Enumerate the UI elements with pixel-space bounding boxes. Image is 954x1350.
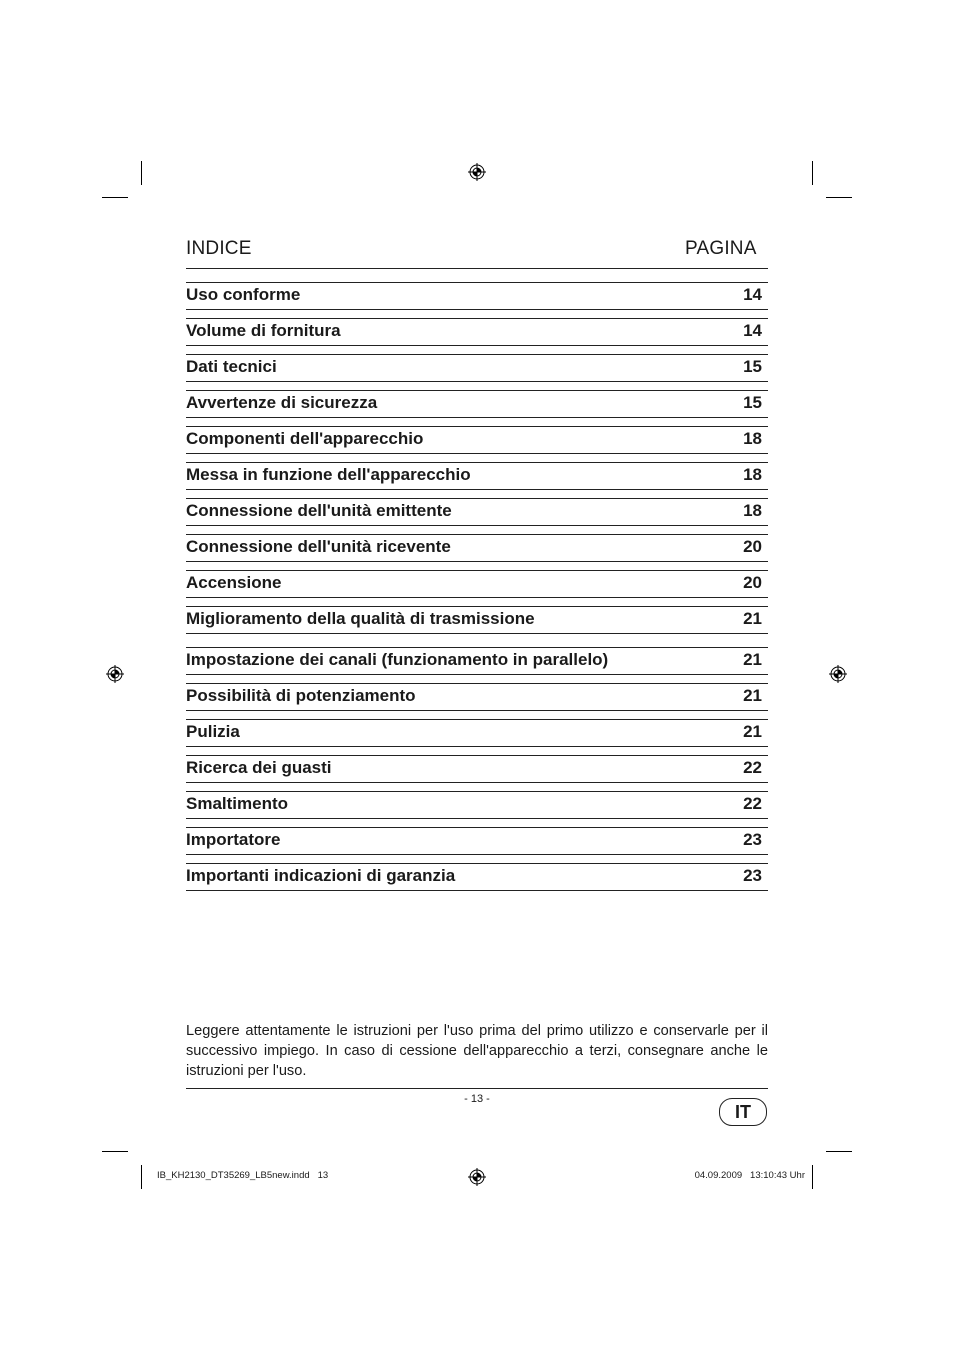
toc-entry-page: 22 bbox=[743, 758, 762, 777]
toc-entry-title: Importatore bbox=[186, 830, 281, 849]
toc-entry-title: Uso conforme bbox=[186, 285, 301, 304]
toc-entry-page: 14 bbox=[743, 321, 762, 340]
toc-entry-page: 21 bbox=[743, 686, 762, 705]
toc-entry-title: Volume di fornitura bbox=[186, 321, 341, 340]
toc-entry-title: Connessione dell'unità emittente bbox=[186, 501, 452, 520]
toc-entry[interactable] bbox=[186, 426, 768, 454]
toc-entry-title: Messa in funzione dell'apparecchio bbox=[186, 465, 471, 484]
toc-heading: INDICE bbox=[186, 238, 252, 259]
toc-entry[interactable] bbox=[186, 354, 768, 382]
toc-entry-page: 21 bbox=[743, 609, 762, 628]
toc-entry-title: Pulizia bbox=[186, 722, 240, 741]
toc-entry-title: Possibilità di potenziamento bbox=[186, 686, 416, 705]
toc-entry-page: 18 bbox=[743, 465, 762, 484]
toc-entry-title: Accensione bbox=[186, 573, 282, 592]
crop-mark bbox=[141, 161, 142, 185]
crop-mark bbox=[812, 1165, 813, 1189]
crop-mark bbox=[102, 1151, 128, 1152]
slug-timestamp: 04.09.2009 13:10:43 Uhr bbox=[694, 1170, 805, 1181]
registration-mark-icon bbox=[468, 1168, 486, 1186]
instructions-note: Leggere attentamente le istruzioni per l'uso prima del primo utilizzo e conservarle per il successivo impiego. In caso di cessione dell'apparecchio a terzi, consegnare anche le istruzioni per l'uso. bbox=[186, 1023, 768, 1079]
toc-entry-page: 15 bbox=[743, 393, 762, 412]
toc-entry[interactable] bbox=[186, 863, 768, 891]
registration-mark-icon bbox=[829, 665, 847, 683]
toc-entry-page: 20 bbox=[743, 573, 762, 592]
toc-entry-title: Ricerca dei guasti bbox=[186, 758, 332, 777]
page-number: - 13 - bbox=[464, 1093, 490, 1105]
toc-entry-page: 15 bbox=[743, 357, 762, 376]
crop-mark bbox=[812, 161, 813, 185]
crop-mark bbox=[826, 1151, 852, 1152]
registration-mark-icon bbox=[106, 665, 124, 683]
toc-entry[interactable] bbox=[186, 282, 768, 310]
toc-entry-page: 22 bbox=[743, 794, 762, 813]
toc-entry-title: Avvertenze di sicurezza bbox=[186, 393, 378, 412]
toc-entry[interactable] bbox=[186, 390, 768, 418]
toc-entry-page: 21 bbox=[743, 722, 762, 741]
toc-entry-title: Componenti dell'apparecchio bbox=[186, 429, 424, 448]
toc-entry-page: 18 bbox=[743, 501, 762, 520]
toc-entry-title: Dati tecnici bbox=[186, 357, 277, 376]
toc-entry[interactable] bbox=[186, 827, 768, 855]
crop-mark bbox=[102, 197, 128, 198]
toc-entry-title: Impostazione dei canali (funzionamento in parallelo) bbox=[186, 650, 609, 669]
toc-entry-title: Smaltimento bbox=[186, 794, 289, 813]
toc-entry[interactable] bbox=[186, 719, 768, 747]
toc-entry[interactable] bbox=[186, 462, 768, 490]
toc-entry-page: 18 bbox=[743, 429, 762, 448]
toc-entry[interactable] bbox=[186, 606, 768, 634]
header-rule bbox=[186, 268, 768, 269]
toc-entry[interactable] bbox=[186, 498, 768, 526]
crop-mark bbox=[141, 1165, 142, 1189]
toc-entry-page: 14 bbox=[743, 285, 762, 304]
crop-mark bbox=[826, 197, 852, 198]
toc-entry[interactable] bbox=[186, 570, 768, 598]
toc-entry[interactable] bbox=[186, 318, 768, 346]
page-column-heading: PAGINA bbox=[685, 238, 757, 259]
registration-mark-icon bbox=[468, 163, 486, 181]
toc-entry-title: Importanti indicazioni di garanzia bbox=[186, 866, 456, 885]
toc-entry[interactable] bbox=[186, 647, 768, 675]
toc-entry[interactable] bbox=[186, 755, 768, 783]
toc-entry-page: 20 bbox=[743, 537, 762, 556]
toc-entry-page: 21 bbox=[743, 650, 762, 669]
toc-entry[interactable] bbox=[186, 683, 768, 711]
toc-entry-title: Connessione dell'unità ricevente bbox=[186, 537, 451, 556]
toc-entry[interactable] bbox=[186, 534, 768, 562]
footer-rule bbox=[186, 1088, 768, 1089]
toc-entry-page: 23 bbox=[743, 830, 762, 849]
language-badge: IT bbox=[719, 1098, 767, 1126]
toc-entry-page: 23 bbox=[743, 866, 762, 885]
table-of-contents bbox=[186, 282, 768, 899]
toc-entry-title: Miglioramento della qualità di trasmissione bbox=[186, 609, 535, 628]
slug-filename: IB_KH2130_DT35269_LB5new.indd 13 bbox=[157, 1170, 329, 1181]
toc-entry[interactable] bbox=[186, 791, 768, 819]
